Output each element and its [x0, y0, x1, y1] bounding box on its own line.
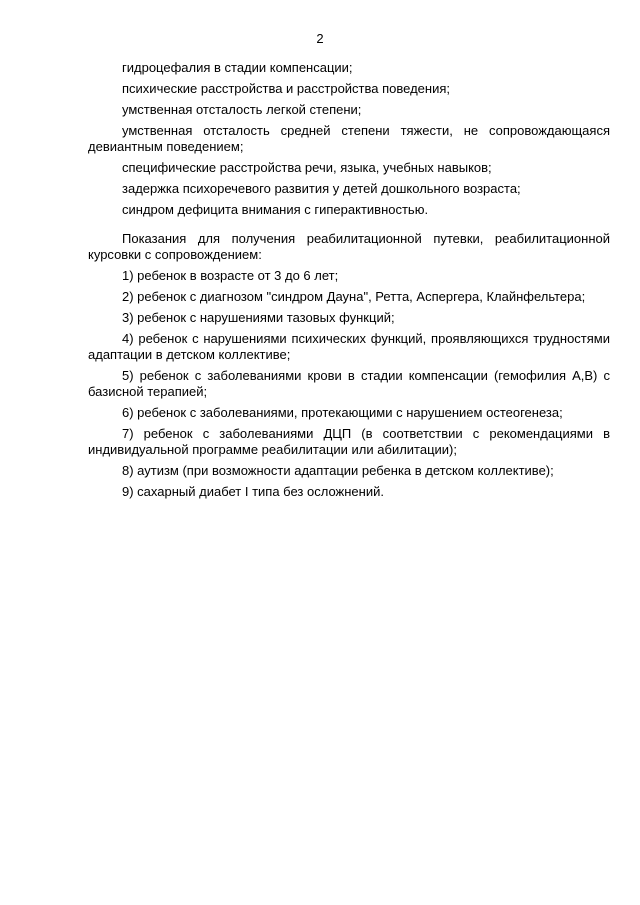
- indication-item: 3) ребенок с нарушениями тазовых функций;: [122, 310, 395, 325]
- list-item: умственная отсталость средней степени тяжести, не сопровождающаяся девиантным поведением;: [88, 123, 610, 154]
- list-item: гидроцефалия в стадии компенсации;: [122, 60, 353, 75]
- list-item: задержка психоречевого развития у детей дошкольного возраста;: [122, 181, 521, 196]
- indication-item: 8) аутизм (при возможности адаптации ребенка в детском коллективе);: [122, 463, 554, 478]
- indication-item: 6) ребенок с заболеваниями, протекающими с нарушением остеогенеза;: [122, 405, 563, 420]
- indication-item: 2) ребенок с диагнозом "синдром Дауна", Ретта, Аспергера, Клайнфельтера;: [122, 289, 586, 304]
- page-number: 2: [316, 31, 324, 46]
- indication-item: 4) ребенок с нарушениями психических функций, проявляющихся трудностями адаптации в детском коллективе;: [88, 331, 610, 362]
- indication-item: 7) ребенок с заболеваниями ДЦП (в соответствии с рекомендациями в индивидуальной программе реабилитации или абилитации);: [88, 426, 610, 457]
- indications-section: [88, 231, 610, 505]
- indication-item: 9) сахарный диабет I типа без осложнений.: [122, 484, 384, 499]
- list-item: специфические расстройства речи, языка, учебных навыков;: [122, 160, 492, 175]
- diagnosis-list: [88, 60, 610, 223]
- indication-item: 1) ребенок в возрасте от 3 до 6 лет;: [122, 268, 339, 283]
- list-item: психические расстройства и расстройства поведения;: [122, 81, 450, 96]
- list-item: синдром дефицита внимания с гиперактивностью.: [122, 202, 429, 217]
- indications-heading: Показания для получения реабилитационной путевки, реабилитационной курсовки с сопровождением:: [88, 231, 610, 262]
- list-item: умственная отсталость легкой степени;: [122, 102, 362, 117]
- indication-item: 5) ребенок с заболеваниями крови в стадии компенсации (гемофилия А,В) с базисной терапией;: [88, 368, 610, 399]
